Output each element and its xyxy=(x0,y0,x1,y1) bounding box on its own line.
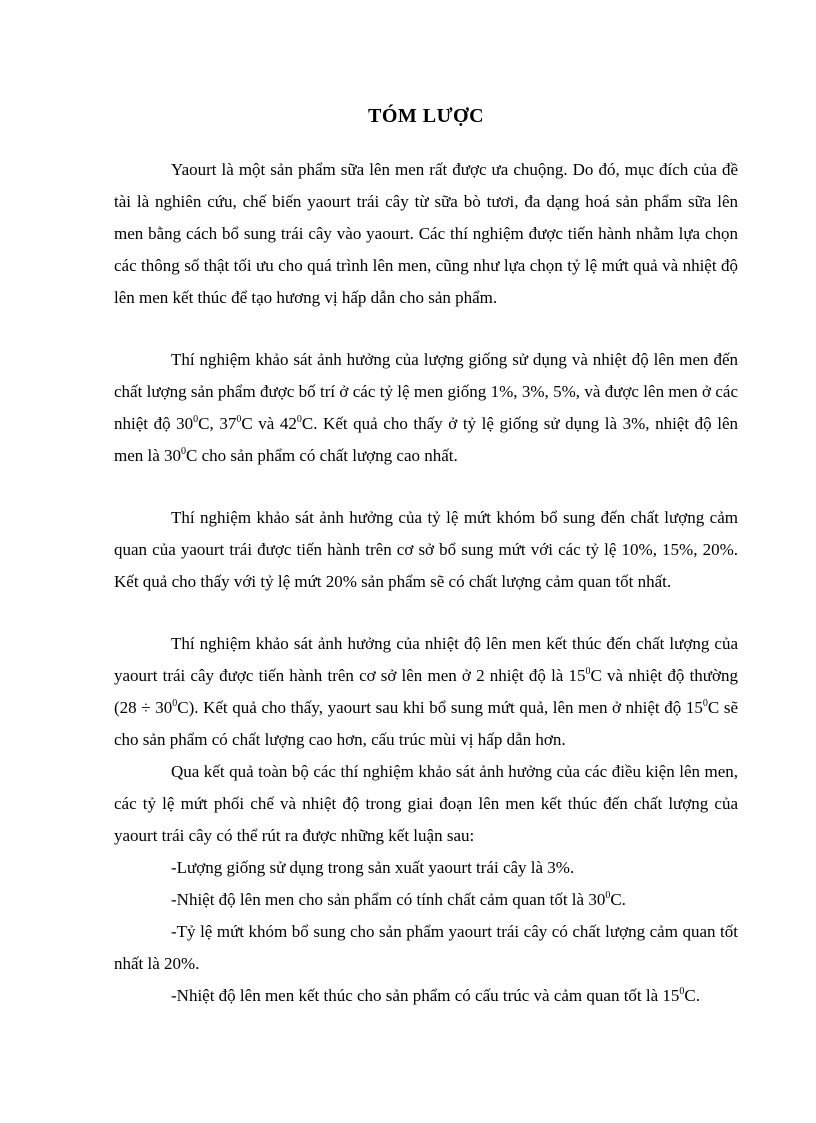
degree-superscript: 0 xyxy=(236,414,242,425)
paragraph-experiment-jam-ratio: Thí nghiệm khảo sát ảnh hưởng của tỷ lệ mứt khóm bổ sung đến chất lượng cảm quan của yaourt trái được tiến hành trên cơ sở bổ sung mứt với các tỷ lệ 10%, 15%, 20%. Kết quả cho thấy với tỷ lệ mứt 20% sản phẩm sẽ có chất lượng cảm quan tốt nhất. xyxy=(114,508,738,591)
conclusion-item-starter: -Lượng giống sử dụng trong sản xuất yaourt trái cây là 3%. xyxy=(171,858,575,877)
degree-superscript: 0 xyxy=(172,698,178,709)
page-title: TÓM LƯỢC xyxy=(367,105,485,127)
degree-superscript: 0 xyxy=(605,890,611,901)
degree-superscript: 0 xyxy=(193,414,199,425)
degree-superscript: 0 xyxy=(296,414,302,425)
paragraph-intro: Yaourt là một sản phẩm sữa lên men rất được ưa chuộng. Do đó, mục đích của đề tài là nghiên cứu, chế biến yaourt trái cây từ sữa bò tươi, đa dạng hoá sản phẩm sữa lên men bằng cách bổ sung trái cây vào yaourt. Các thí nghiệm được tiến hành nhằm lựa chọn các thông số thật tối ưu cho quá trình lên men, cũng như lựa chọn tỷ lệ mứt quả và nhiệt độ lên men kết thúc để tạo hương vị hấp dẫn cho sản phẩm. xyxy=(114,160,738,307)
degree-superscript: 0 xyxy=(679,986,685,997)
degree-superscript: 0 xyxy=(181,446,187,457)
degree-superscript: 0 xyxy=(702,698,708,709)
paragraph-conclusion-intro: Qua kết quả toàn bộ các thí nghiệm khảo sát ảnh hưởng của các điều kiện lên men, các tỷ lệ mứt phối chế và nhiệt độ trong giai đoạn lên men kết thúc đến chất lượng của yaourt trái cây có thể rút ra được những kết luận sau: xyxy=(114,762,738,845)
conclusion-item-jam-ratio: -Tỷ lệ mứt khóm bổ sung cho sản phẩm yaourt trái cây có chất lượng cảm quan tốt nhất là 20%. xyxy=(114,922,738,973)
paragraph-experiment-end-temperature: Thí nghiệm khảo sát ảnh hưởng của nhiệt độ lên men kết thúc đến chất lượng của yaourt trái cây được tiến hành trên cơ sở lên men ở 2 nhiệt độ là $15^0C$ và nhiệt độ thường $(28 \div 30^0C)$. Kết quả cho thấy, yaourt sau khi bổ sung mứt quả, lên men ở nhiệt độ $15^0C$ sẽ cho sản phẩm có chất lượng cao hơn, cấu trúc mùi vị hấp dẫn hơn. xyxy=(114,634,739,749)
conclusion-item-temperature: -Nhiệt độ lên men cho sản phẩm có tính chất cảm quan tốt là $30^0C$. xyxy=(171,890,626,909)
conclusion-item-end-temperature: -Nhiệt độ lên men kết thúc cho sản phẩm có cấu trúc và cảm quan tốt là $15^0C$. xyxy=(171,986,701,1005)
paragraph-experiment-starter: Thí nghiệm khảo sát ảnh hưởng của lượng giống sử dụng và nhiệt độ lên men đến chất lượng sản phẩm được bố trí ở các tỷ lệ men giống 1%, 3%, 5%, và được lên men ở các nhiệt độ $30^0C$, $37^0C$ và $42^0C$. Kết quả cho thấy ở tỷ lệ giống sử dụng là 3%, nhiệt độ lên men là $30^0C$ cho sản phẩm có chất lượng cao nhất. xyxy=(114,350,739,465)
degree-superscript: 0 xyxy=(585,666,591,677)
